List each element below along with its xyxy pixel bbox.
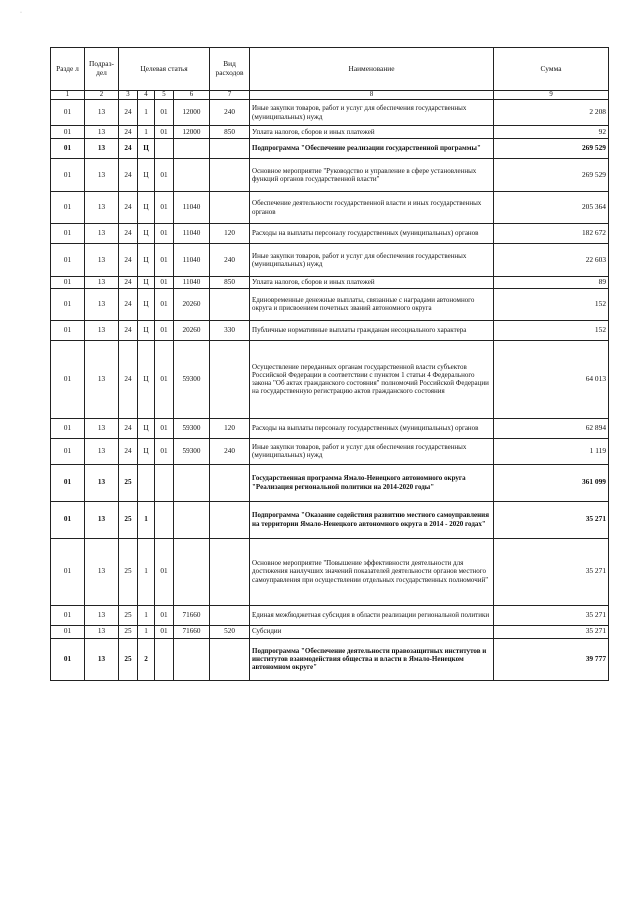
name-cell: Подпрограмма "Обеспечение деятельности правозащитных институтов и институтов взаимодействия общества и власти в Ямало-Ненецком автономном округе" [250, 638, 494, 680]
sum-cell: 35 271 [494, 501, 609, 538]
razdel-cell: 01 [51, 224, 85, 244]
target-code-cell: 20260 [174, 320, 210, 340]
target-code-cell: 11040 [174, 244, 210, 277]
podrazdel-cell: 13 [85, 605, 119, 625]
target-code-cell: 11040 [174, 277, 210, 289]
header-sum: Сумма [494, 48, 609, 91]
target-part2-cell: Ц [138, 320, 155, 340]
target-part2-cell: Ц [138, 340, 155, 418]
target-code-cell: 12000 [174, 100, 210, 126]
target-code-cell [174, 139, 210, 159]
vid-cell: 330 [210, 320, 250, 340]
budget-table [50, 47, 609, 681]
vid-cell: 520 [210, 625, 250, 638]
target-part1-cell: 24 [119, 288, 138, 320]
name-cell: Государственная программа Ямало-Ненецкого автономного округа "Реализация региональной политики на 2014-2020 годы" [250, 464, 494, 501]
target-part1-cell: 25 [119, 464, 138, 501]
target-part2-cell: 1 [138, 126, 155, 139]
name-cell: Подпрограмма "Оказание содействия развитию местного самоуправления на территории Ямало-Ненецкого автономного округа в 2014 - 2020 годах" [250, 501, 494, 538]
podrazdel-cell: 13 [85, 100, 119, 126]
sum-cell: 152 [494, 320, 609, 340]
razdel-cell: 01 [51, 538, 85, 605]
target-part1-cell: 24 [119, 277, 138, 289]
colnum: 7 [210, 91, 250, 100]
name-cell: Иные закупки товаров, работ и услуг для обеспечения государственных (муниципальных) нужд [250, 244, 494, 277]
sum-cell: 62 894 [494, 418, 609, 438]
razdel-cell: 01 [51, 438, 85, 464]
target-part3-cell: 01 [155, 418, 174, 438]
table-row [51, 418, 609, 438]
vid-cell [210, 192, 250, 224]
colnum: 2 [85, 91, 119, 100]
target-part2-cell: Ц [138, 192, 155, 224]
name-cell: Подпрограмма "Обеспечение реализации государственной программы" [250, 139, 494, 159]
target-code-cell [174, 501, 210, 538]
target-code-cell: 20260 [174, 288, 210, 320]
target-part2-cell: 1 [138, 501, 155, 538]
colnum: 9 [494, 91, 609, 100]
target-part1-cell: 24 [119, 126, 138, 139]
target-part2-cell: Ц [138, 288, 155, 320]
vid-cell: 240 [210, 244, 250, 277]
podrazdel-cell: 13 [85, 126, 119, 139]
target-part3-cell: 01 [155, 100, 174, 126]
table-row [51, 244, 609, 277]
podrazdel-cell: 13 [85, 501, 119, 538]
target-code-cell: 59300 [174, 418, 210, 438]
vid-cell: 850 [210, 126, 250, 139]
header-vid: Вид расходов [210, 48, 250, 91]
target-part3-cell: 01 [155, 126, 174, 139]
vid-cell [210, 288, 250, 320]
table-body [51, 100, 609, 681]
sum-cell: 182 672 [494, 224, 609, 244]
podrazdel-cell: 13 [85, 464, 119, 501]
table-row [51, 100, 609, 126]
target-code-cell: 12000 [174, 126, 210, 139]
sum-cell: 89 [494, 277, 609, 289]
vid-cell [210, 159, 250, 192]
target-part2-cell: Ц [138, 224, 155, 244]
podrazdel-cell: 13 [85, 224, 119, 244]
colnum: 1 [51, 91, 85, 100]
name-cell: Публичные нормативные выплаты гражданам несоциального характера [250, 320, 494, 340]
table-row [51, 277, 609, 289]
table-row [51, 126, 609, 139]
table-row [51, 320, 609, 340]
table-header-row [51, 48, 609, 91]
target-part2-cell: 1 [138, 625, 155, 638]
colnum: 5 [155, 91, 174, 100]
sum-cell: 1 119 [494, 438, 609, 464]
target-part3-cell: 01 [155, 320, 174, 340]
sum-cell: 152 [494, 288, 609, 320]
table-row [51, 159, 609, 192]
target-part1-cell: 24 [119, 224, 138, 244]
scan-speck: · [20, 10, 22, 16]
target-part1-cell: 24 [119, 192, 138, 224]
target-part3-cell: 01 [155, 277, 174, 289]
razdel-cell: 01 [51, 288, 85, 320]
target-part1-cell: 24 [119, 244, 138, 277]
table-row [51, 288, 609, 320]
target-part1-cell: 25 [119, 625, 138, 638]
target-part3-cell: 01 [155, 244, 174, 277]
razdel-cell: 01 [51, 126, 85, 139]
target-part3-cell: 01 [155, 438, 174, 464]
vid-cell: 850 [210, 277, 250, 289]
sum-cell: 92 [494, 126, 609, 139]
name-cell: Обеспечение деятельности государственной власти и иных государственных органов [250, 192, 494, 224]
target-part2-cell: 1 [138, 605, 155, 625]
target-code-cell [174, 538, 210, 605]
name-cell: Расходы на выплаты персоналу государственных (муниципальных) органов [250, 418, 494, 438]
target-part1-cell: 24 [119, 100, 138, 126]
razdel-cell: 01 [51, 605, 85, 625]
name-cell: Единая межбюджетная субсидия в области реализации региональной политики [250, 605, 494, 625]
target-code-cell: 71660 [174, 605, 210, 625]
razdel-cell: 01 [51, 464, 85, 501]
sum-cell: 35 271 [494, 538, 609, 605]
target-part2-cell: Ц [138, 418, 155, 438]
vid-cell [210, 139, 250, 159]
name-cell: Субсидии [250, 625, 494, 638]
razdel-cell: 01 [51, 244, 85, 277]
podrazdel-cell: 13 [85, 625, 119, 638]
vid-cell [210, 340, 250, 418]
vid-cell: 240 [210, 100, 250, 126]
target-part1-cell: 24 [119, 139, 138, 159]
sum-cell: 22 603 [494, 244, 609, 277]
table-row [51, 192, 609, 224]
vid-cell [210, 605, 250, 625]
razdel-cell: 01 [51, 192, 85, 224]
target-code-cell: 71660 [174, 625, 210, 638]
razdel-cell: 01 [51, 159, 85, 192]
vid-cell: 240 [210, 438, 250, 464]
name-cell: Расходы на выплаты персоналу государственных (муниципальных) органов [250, 224, 494, 244]
sum-cell: 205 364 [494, 192, 609, 224]
name-cell: Уплата налогов, сборов и иных платежей [250, 277, 494, 289]
target-part2-cell: Ц [138, 139, 155, 159]
podrazdel-cell: 13 [85, 192, 119, 224]
target-part1-cell: 24 [119, 418, 138, 438]
target-code-cell: 11040 [174, 224, 210, 244]
target-part3-cell [155, 139, 174, 159]
header-podrazdel: Подраз-дел [85, 48, 119, 91]
target-part1-cell: 25 [119, 538, 138, 605]
razdel-cell: 01 [51, 139, 85, 159]
table-row [51, 438, 609, 464]
target-part3-cell: 01 [155, 192, 174, 224]
header-target: Целевая статья [119, 48, 210, 91]
target-code-cell: 59300 [174, 438, 210, 464]
sum-cell: 361 099 [494, 464, 609, 501]
table-row [51, 638, 609, 680]
table-row [51, 464, 609, 501]
sum-cell: 64 013 [494, 340, 609, 418]
podrazdel-cell: 13 [85, 159, 119, 192]
razdel-cell: 01 [51, 320, 85, 340]
target-part1-cell: 25 [119, 605, 138, 625]
sum-cell: 2 208 [494, 100, 609, 126]
podrazdel-cell: 13 [85, 538, 119, 605]
razdel-cell: 01 [51, 625, 85, 638]
target-code-cell [174, 159, 210, 192]
podrazdel-cell: 13 [85, 277, 119, 289]
table-row [51, 340, 609, 418]
colnum: 8 [250, 91, 494, 100]
table-row [51, 139, 609, 159]
target-part2-cell: 2 [138, 638, 155, 680]
sum-cell: 35 271 [494, 605, 609, 625]
podrazdel-cell: 13 [85, 288, 119, 320]
target-part2-cell: 1 [138, 100, 155, 126]
podrazdel-cell: 13 [85, 638, 119, 680]
razdel-cell: 01 [51, 340, 85, 418]
razdel-cell: 01 [51, 501, 85, 538]
target-part2-cell: 1 [138, 538, 155, 605]
target-part3-cell: 01 [155, 538, 174, 605]
table-row [51, 224, 609, 244]
name-cell: Иные закупки товаров, работ и услуг для обеспечения государственных (муниципальных) нужд [250, 438, 494, 464]
target-part1-cell: 25 [119, 501, 138, 538]
razdel-cell: 01 [51, 100, 85, 126]
target-part2-cell: Ц [138, 277, 155, 289]
target-part3-cell [155, 464, 174, 501]
name-cell: Осуществление переданных органам государственной власти субъектов Российской Федерации в соответствии с пунктом 1 статьи 4 Федерального закона "Об актах гражданского состояния" полномочий Российской Федерации на государственную регистрацию актов гражданского состояния [250, 340, 494, 418]
razdel-cell: 01 [51, 638, 85, 680]
razdel-cell: 01 [51, 277, 85, 289]
vid-cell [210, 464, 250, 501]
name-cell: Иные закупки товаров, работ и услуг для обеспечения государственных (муниципальных) нужд [250, 100, 494, 126]
vid-cell: 120 [210, 224, 250, 244]
vid-cell [210, 501, 250, 538]
target-part1-cell: 24 [119, 340, 138, 418]
target-code-cell [174, 638, 210, 680]
target-part1-cell: 24 [119, 159, 138, 192]
target-part3-cell: 01 [155, 288, 174, 320]
podrazdel-cell: 13 [85, 340, 119, 418]
target-part2-cell: Ц [138, 244, 155, 277]
name-cell: Единовременные денежные выплаты, связанные с наградами автономного округа и присвоением почетных званий автономного округа [250, 288, 494, 320]
colnum: 3 [119, 91, 138, 100]
target-part1-cell: 25 [119, 638, 138, 680]
sum-cell: 35 271 [494, 625, 609, 638]
target-part1-cell: 24 [119, 320, 138, 340]
table-row [51, 501, 609, 538]
sum-cell: 39 777 [494, 638, 609, 680]
target-part3-cell [155, 638, 174, 680]
table-row [51, 605, 609, 625]
razdel-cell: 01 [51, 418, 85, 438]
table-row [51, 538, 609, 605]
vid-cell: 120 [210, 418, 250, 438]
podrazdel-cell: 13 [85, 139, 119, 159]
target-part3-cell: 01 [155, 224, 174, 244]
target-part3-cell: 01 [155, 340, 174, 418]
header-name: Наименование [250, 48, 494, 91]
colnum: 6 [174, 91, 210, 100]
podrazdel-cell: 13 [85, 244, 119, 277]
target-part2-cell: Ц [138, 438, 155, 464]
target-code-cell: 59300 [174, 340, 210, 418]
sum-cell: 269 529 [494, 139, 609, 159]
target-code-cell: 11040 [174, 192, 210, 224]
podrazdel-cell: 13 [85, 320, 119, 340]
sum-cell: 269 529 [494, 159, 609, 192]
podrazdel-cell: 13 [85, 438, 119, 464]
name-cell: Основное мероприятие "Руководство и управление в сфере установленных функций органов государственной власти" [250, 159, 494, 192]
table-row [51, 625, 609, 638]
vid-cell [210, 538, 250, 605]
target-part2-cell: Ц [138, 159, 155, 192]
colnum: 4 [138, 91, 155, 100]
name-cell: Основное мероприятие "Повышение эффективности деятельности для достижения наилучших значений показателей деятельности органов местного самоуправления при осуществлении отдельных государственных полномочий" [250, 538, 494, 605]
podrazdel-cell: 13 [85, 418, 119, 438]
vid-cell [210, 638, 250, 680]
target-part2-cell [138, 464, 155, 501]
name-cell: Уплата налогов, сборов и иных платежей [250, 126, 494, 139]
target-part3-cell: 01 [155, 625, 174, 638]
target-code-cell [174, 464, 210, 501]
target-part3-cell: 01 [155, 159, 174, 192]
column-number-row [51, 91, 609, 100]
header-razdel: Разде л [51, 48, 85, 91]
target-part3-cell [155, 501, 174, 538]
target-part3-cell: 01 [155, 605, 174, 625]
target-part1-cell: 24 [119, 438, 138, 464]
